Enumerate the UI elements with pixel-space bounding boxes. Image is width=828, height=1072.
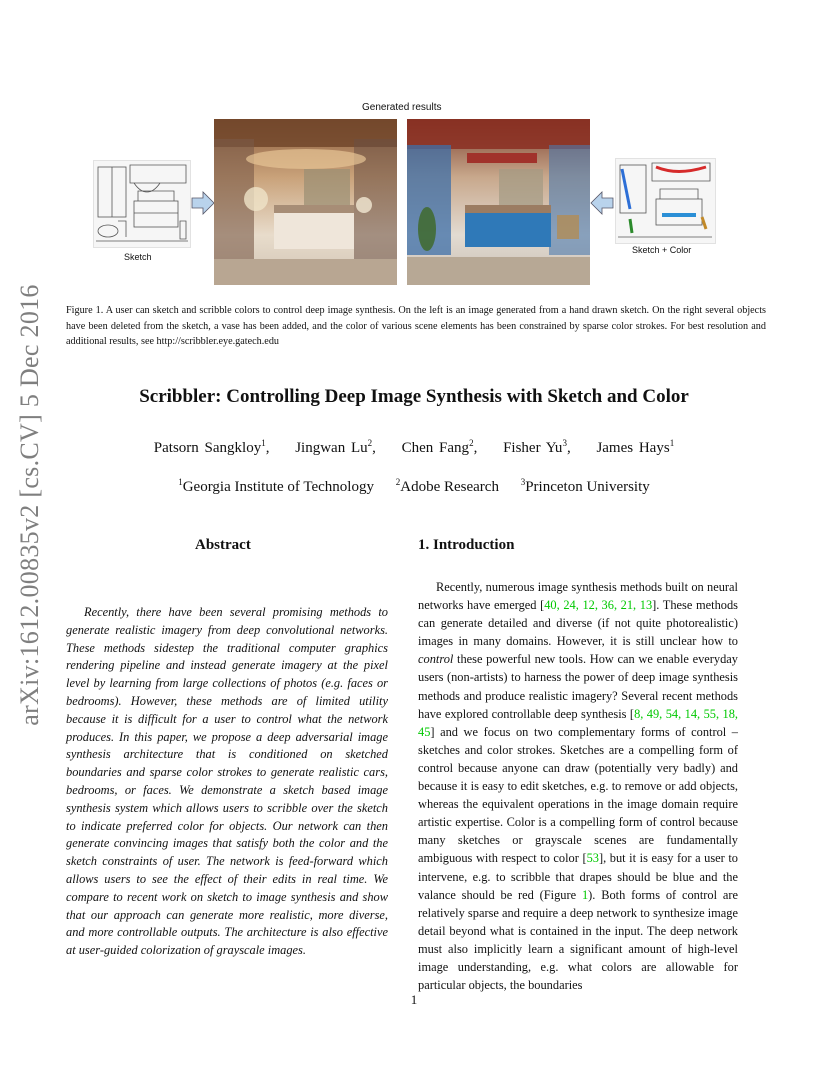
affiliation-list <box>0 479 828 496</box>
sketch-color-label: Sketch + Color <box>632 245 692 255</box>
author: Jingwan Lu$^2$, <box>295 438 376 456</box>
arxiv-side-stamp <box>10 280 50 730</box>
arrow-right-icon <box>191 190 215 216</box>
author: Fisher Yu$^3$, <box>503 438 571 456</box>
arxiv-id-text: arXiv:1612.00835v2 [cs.CV] 5 Dec 2016 <box>15 284 44 726</box>
author: James Hays$^1$ <box>596 438 675 456</box>
arrow-left-icon <box>590 190 614 216</box>
author: Patsorn Sangkloy$^1$, <box>153 438 270 456</box>
affiliation: $^1$Georgia Institute of Technology <box>178 477 374 495</box>
citation-link[interactable]: 8, 49, 54, 14, 55, 18, 45 <box>418 706 738 739</box>
generated-result-sketch-color <box>407 119 590 285</box>
generated-result-sketch <box>214 119 397 285</box>
page-number: 1 <box>410 992 418 1007</box>
introduction-heading: 1. Introduction <box>418 537 515 553</box>
author: Chen Fang$^2$, <box>401 438 478 456</box>
abstract-heading: Abstract <box>195 537 251 553</box>
sketch-color-input-image <box>615 158 716 244</box>
figure-reference-link[interactable]: 1 <box>581 887 589 902</box>
sketch-label: Sketch <box>124 252 152 262</box>
affiliation: $^3$Princeton University <box>520 477 650 495</box>
author-list <box>0 440 828 457</box>
citation-link[interactable]: 53 <box>586 851 599 866</box>
figure-top-label: Generated results <box>362 102 442 113</box>
citation-link[interactable]: 40, 24, 12, 36, 21, 13 <box>544 598 653 613</box>
paper-title: Scribbler: Controlling Deep Image Synthesis with Sketch and Color <box>139 386 689 407</box>
abstract-text: Recently, there have been several promising methods to generate realistic imagery from deep convolutional networks. These methods sidestep the traditional computer graphics rendering pipeline and instead generate imagery at the pixel level by learning from large collections of photos (e.g. faces or bedrooms). However, these methods are of limited utility because it is difficult for a user to control what the network produces. In this paper, we propose a deep adversarial image synthesis architecture that is conditioned on sketched boundaries and sparse color strokes to generate realistic cars, bedrooms, or faces. We demonstrate a sketch based image synthesis system which allows users to scribble over the sketch to indicate preferred color for objects. Our network can then generate convincing images that satisfy both the color and the sketch constraints of user. The network is feed-forward which allows users to see the effect of their edits in real time. We compare to recent work on sketch to image synthesis and show that our approach can generate more realistic, more diverse, and more controllable outputs. The architecture is also effective at user-guided colorization of grayscale images. <box>66 605 388 958</box>
figure-caption: Figure 1. A user can sketch and scribble colors to control deep image synthesis. On the left is an image generated from a hand drawn sketch. On the right several objects have been deleted from the sketch, a vase has been added, and the color of various scene elements has been constrained by sparse color strokes. For best resolution and additional results, see http://scribbler.eye.gatech.edu <box>66 305 766 347</box>
introduction-paragraph: Recently, numerous image synthesis methods built on neural networks have emerged [40, 24, 12, 36, 21, 13]. These methods can generate detailed and diverse (if not quite photorealistic) images in many domains. However, it is still unclear how to control these powerful new tools. How can we enable everyday users (non-artists) to harness the power of deep image synthesis methods and produce realistic imagery? Several recent methods have explored controllable deep synthesis [8, 49, 54, 14, 55, 18, 45] and we focus on two complementary forms of control – sketches and color strokes. Sketches are a compelling form of control because anyone can draw (potentially very badly) and because it is easy to edit sketches, e.g. to remove or add objects, whereas the equivalent operations in the image domain require artistic expertise. Color is a compelling form of control because many sketches or grayscale scenes are fundamentally ambiguous with respect to color [53], but it is easy for a user to intervene, e.g. to scribble that drapes should be blue and the valance should be red (Figure 1). Both forms of control are relatively sparse and require a deep network to synthesize image detail beyond what is contained in the input. The deep network must also implicitly learn a significant amount of high-level image understanding, e.g. what colors are allowable for particular objects, the boundaries <box>418 580 739 993</box>
sketch-input-image <box>93 160 191 248</box>
affiliation: $^2$Adobe Research <box>395 477 499 495</box>
